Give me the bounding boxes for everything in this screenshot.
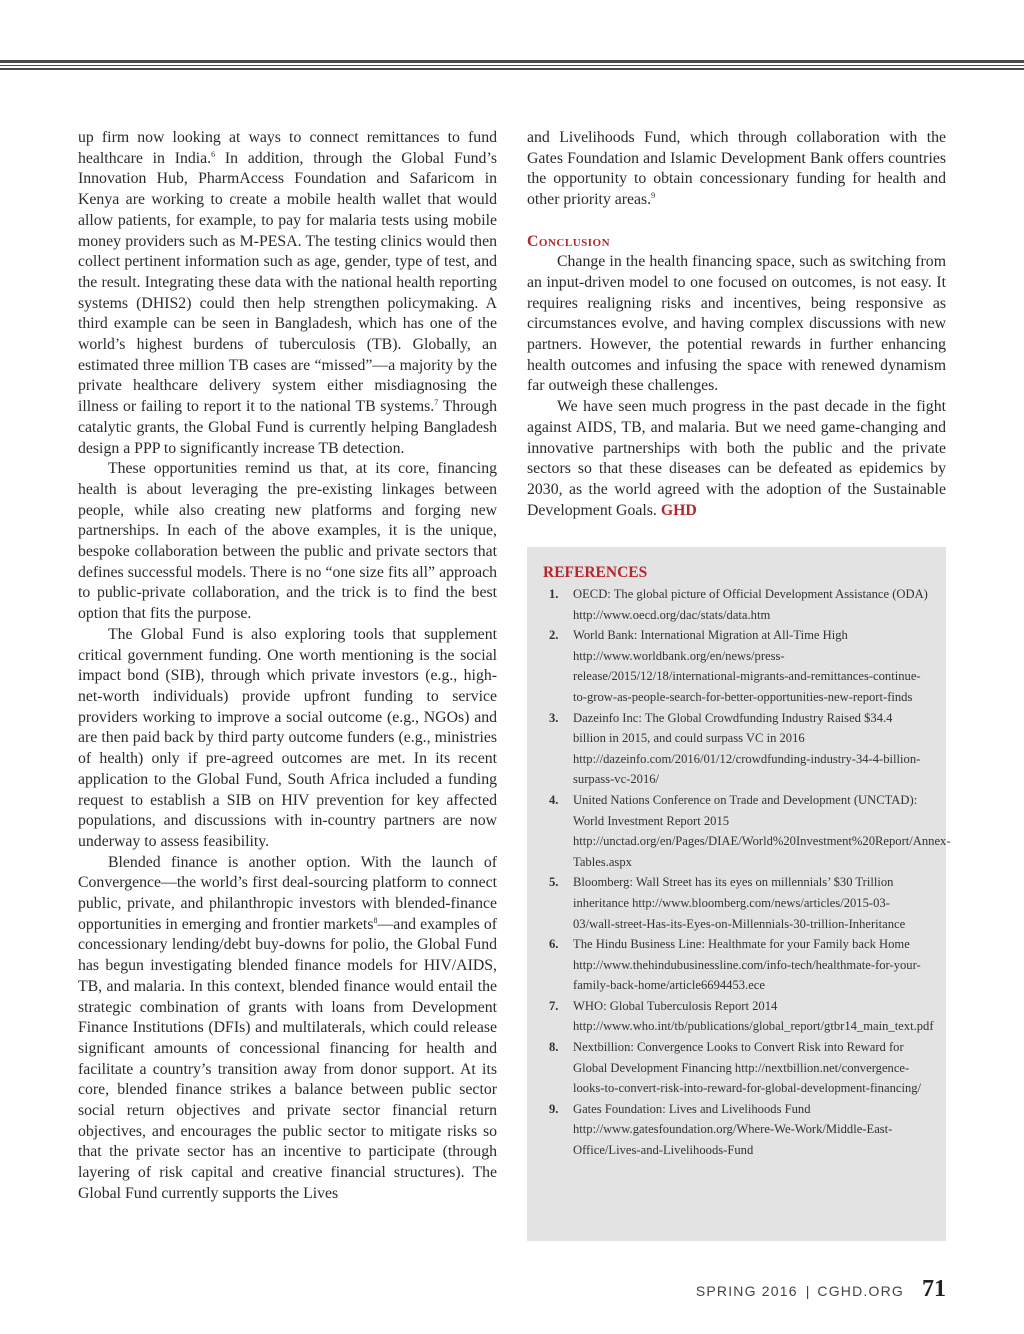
reference-text[interactable]: Nextbillion: Convergence Looks to Convert Risk into Reward for Global Development Financing http://nextbillion.net/convergence-looks-to-convert-risk-into-reward-for-global-development-financing/ bbox=[573, 1040, 922, 1096]
reference-item bbox=[527, 584, 946, 625]
references-title: REFERENCES bbox=[543, 564, 648, 581]
left-paragraph-4 bbox=[78, 853, 497, 1205]
reference-text[interactable]: World Bank: International Migration at All-Time High http://www.worldbank.org/en/news/press-release/2015/12/18/international-migrants-and-remittances-continue-to-grow-as-people-search-for-better-opportunities-new-report-finds bbox=[573, 628, 921, 704]
footnote-marker: 8 bbox=[373, 915, 378, 925]
reference-text[interactable]: WHO: Global Tuberculosis Report 2014 http://www.who.int/tb/publications/global_report/gtbr14_main_text.pdf bbox=[573, 998, 934, 1034]
right-paragraph-1 bbox=[527, 128, 946, 211]
reference-text[interactable]: Gates Foundation: Lives and Livelihoods Fund http://www.gatesfoundation.org/Where-We-Work/Middle-East-Office/Lives-and-Livelihoods-Fund bbox=[573, 1101, 893, 1158]
footer-site[interactable]: CGHD.ORG bbox=[817, 1283, 904, 1299]
text-run: and Livelihoods Fund, which through collaboration with the Gates Foundation and Islamic Development Bank offers countries the opportunity to obtain concessionary funding for health and other priority areas. bbox=[527, 129, 946, 209]
reference-item bbox=[527, 934, 946, 996]
page-number: 71 bbox=[922, 1276, 946, 1302]
reference-item bbox=[527, 708, 946, 790]
reference-number: 4. bbox=[549, 792, 559, 807]
reference-item bbox=[527, 1037, 946, 1099]
reference-item bbox=[527, 1099, 946, 1161]
footer-issue: SPRING 2016 bbox=[695, 1283, 798, 1299]
left-paragraph-2: These opportunities remind us that, at its core, financing health is about leveraging the pre-existing linkages between people, while also creating new platforms and forging new partnerships. In each of the above examples, it is the unique, bespoke collaboration between the public and private sectors that defines successful models. There is no “one size fits all” approach to public-private collaboration, and the trick is to find the best option that fits the purpose. bbox=[78, 460, 497, 623]
header-rule-top bbox=[0, 60, 1024, 63]
left-column bbox=[78, 128, 497, 1205]
text-run: Blended finance is another option. With the launch of Convergence—the world’s first deal-sourcing platform to connect public, private, and philanthropic investors with blended-finance opportunities in emerging and frontier markets bbox=[78, 853, 497, 933]
text-run: up firm now looking at ways to connect remittances to fund healthcare in India. bbox=[78, 129, 497, 167]
reference-item bbox=[527, 996, 946, 1037]
conclusion-paragraph-1: Change in the health financing space, such as switching from an input-driven model to one focused on outcomes, is not easy. It requires realigning risks and incentives, being responsive as circumstances evolve, and having complex discussions with new partners. However, the potential rewards in further enhancing health outcomes and infusing the space with renewed dynamism far outweigh these challenges. bbox=[527, 253, 946, 395]
page-footer bbox=[696, 1276, 946, 1306]
conclusion-paragraph-2 bbox=[527, 397, 946, 521]
reference-number: 8. bbox=[549, 1040, 559, 1055]
reference-number: 3. bbox=[549, 710, 559, 725]
references-panel bbox=[527, 547, 951, 1241]
references-list bbox=[527, 584, 951, 1161]
conclusion-heading: Conclusion bbox=[527, 232, 611, 250]
reference-number: 6. bbox=[549, 937, 559, 952]
reference-item bbox=[527, 625, 946, 707]
text-run: In addition, through the Global Fund’s Innovation Hub, PharmAccess Foundation and Safaricom in Kenya are working to create a mobile health wallet that would allow patients, for example, to pay for malaria tests using mobile money providers such as M-PESA. The testing clinics would then collect pertinent information such as age, gender, type of test, and the result. Integrating these data with the national health reporting systems (DHIS2) could then help strengthen policymaking. A third example can be seen in Bangladesh, which has one of the world’s highest burdens of tuberculosis (TB). Globally, an estimated three million TB cases are “missed”—a majority by the private healthcare delivery system either misdiagnosing the illness or failing to report it to the national TB systems. bbox=[78, 149, 497, 416]
reference-text[interactable]: Bloomberg: Wall Street has its eyes on millennials’ $30 Trillion inheritance http://www.bloomberg.com/news/articles/2015-03-03/wall-street-Has-its-Eyes-on-Millennials-30-trillion-Inheritance bbox=[573, 875, 906, 931]
end-mark: GHD bbox=[660, 501, 697, 519]
reference-text[interactable]: United Nations Conference on Trade and Development (UNCTAD): World Investment Report 2015 http://unctad.org/en/Pages/DIAE/World%20Investment%20Report/Annex-Tables.aspx bbox=[573, 792, 951, 869]
text-run: —and examples of concessionary lending/debt buy-downs for polio, the Global Fund has begun investigating blended finance models for HIV/AIDS, TB, and malaria. In this context, blended finance would entail the strategic combination of grants with loans from Development Finance Institutions (DFIs) and multilaterals, which could release significant amounts of concessional financing for health and facilitate a country’s transition away from donor support. At its core, blended finance strikes a balance between public sector social return objectives and private sector financial return objectives, and encourages the public sector to mitigate risks so that the private sector has an incentive to participate (through layering of risk capital and creative financial structures). The Global Fund currently supports the Lives bbox=[78, 915, 497, 1202]
reference-item bbox=[527, 790, 951, 872]
header-rule-bottom bbox=[0, 68, 1024, 70]
reference-text[interactable]: The Hindu Business Line: Healthmate for your Family back Home http://www.thehindubusinessline.com/info-tech/healthmate-for-your-family-back-home/article6694453.ece bbox=[573, 937, 921, 993]
reference-number: 9. bbox=[549, 1101, 559, 1116]
reference-number: 7. bbox=[549, 998, 559, 1013]
reference-number: 1. bbox=[549, 587, 559, 601]
reference-text[interactable]: Dazeinfo Inc: The Global Crowdfunding Industry Raised $34.4 billion in 2015, and could surpass VC in 2016 http://dazeinfo.com/2016/01/12/crowdfunding-industry-34-4-billion-surpass-vc-2016/ bbox=[573, 710, 921, 787]
reference-number: 2. bbox=[549, 628, 559, 643]
footnote-marker: 9 bbox=[651, 191, 656, 201]
text-run: Through catalytic grants, the Global Fund is currently helping Bangladesh design a PPP to significantly increase TB detection. bbox=[78, 398, 498, 457]
reference-number: 5. bbox=[549, 875, 559, 890]
footnote-marker: 6 bbox=[211, 149, 216, 159]
reference-text[interactable]: OECD: The global picture of Official Development Assistance (ODA) http://www.oecd.org/dac/stats/data.htm bbox=[573, 587, 928, 622]
footer-separator: | bbox=[805, 1283, 810, 1299]
reference-item bbox=[527, 872, 946, 934]
left-paragraph-3: The Global Fund is also exploring tools that supplement critical government funding. One worth mentioning is the social impact bond (SIB), through which private investors (e.g., high-net-worth individuals) provide upfront funding to service providers working to improve a social outcome (e.g., NGOs) and are then paid back by third party outcome funders (e.g., ministries of health) only if pre-agreed outcomes are met. In its recent application to the Global Fund, South Africa included a funding request to establish a SIB on HIV prevention for key affected populations, and discussions with in-country partners are now underway to assess feasibility. bbox=[78, 625, 497, 850]
footnote-marker: 7 bbox=[434, 398, 439, 408]
right-column bbox=[527, 128, 946, 521]
text-run: We have seen much progress in the past decade in the fight against AIDS, TB, and malaria. But we need game-changing and innovative partnerships with both the public and the private sectors so that these diseases can be defeated as epidemics by 2030, as the world agreed with the adoption of the Sustainable Development Goals. bbox=[527, 398, 946, 519]
left-paragraph-1 bbox=[78, 128, 497, 459]
header-rule-mid bbox=[0, 65, 1024, 66]
